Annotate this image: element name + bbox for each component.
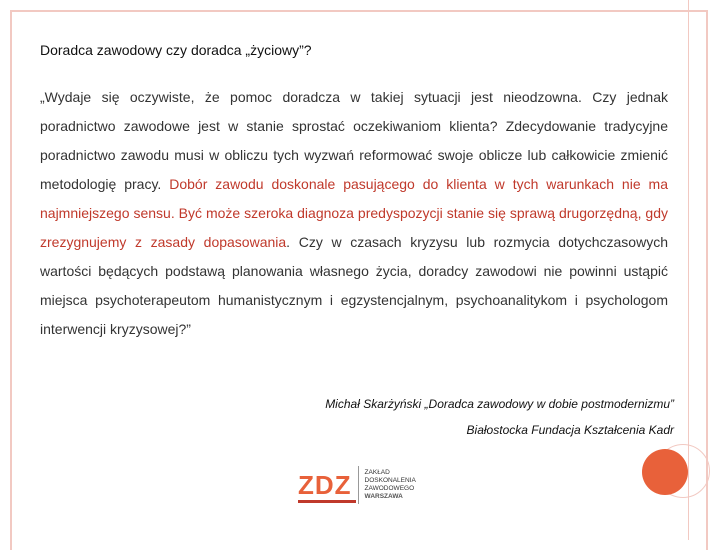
citation-publisher: Białostocka Fundacja Kształcenia Kadr — [466, 423, 674, 437]
slide-title: Doradca zawodowy czy doradca „życiowy”? — [40, 42, 312, 58]
decorative-circle-accent — [642, 449, 688, 495]
logo-mark-text: ZDZ — [298, 470, 352, 500]
logo-mark — [298, 471, 352, 499]
citation-author-work: Michał Skarżyński „Doradca zawodowy w dobie postmodernizmu” — [325, 397, 674, 411]
zdz-logo — [286, 459, 436, 511]
quote-paragraph — [40, 83, 668, 344]
logo-line-2: DOSKONALENIA — [364, 477, 416, 484]
logo-separator — [358, 466, 359, 504]
quote-text-start: „Wydaje się oczywiste, że pomoc doradcza w takiej sytuacji jest nieodzowna. Czy jednak poradnictwo zawodowe jest w stanie sprostać oczekiwaniom klienta? Zdecydowanie tradycyjne poradnictwo zawodu musi w obliczu tych wyzwań reformować swoje oblicze lub całkowicie zmienić metodologię pracy. — [40, 89, 668, 192]
logo-text — [365, 469, 416, 501]
logo-line-3: ZAWODOWEGO — [364, 485, 415, 492]
quote-highlight: Dobór zawodu doskonale pasującego do klienta w tych warunkach nie ma najmniejszego sensu. Być może szeroka diagnoza predyspozycji stanie się sprawą drugorzędną, gdy zrezygnujemy z zasady dopasowania — [40, 176, 668, 250]
quote-text-end: . Czy w czasach kryzysu lub rozmycia dotychczasowych wartości będących podstawą planowania własnego życia, doradcy zawodowi nie powinni ustąpić miejsca psychoterapeutom humanistycznym i egzystencjalnym, psychoanalitykom i psychologom interwencji kryzysowej?” — [40, 234, 668, 337]
logo-line-1: ZAKŁAD — [364, 469, 390, 476]
logo-city: WARSZAWA — [364, 493, 403, 500]
